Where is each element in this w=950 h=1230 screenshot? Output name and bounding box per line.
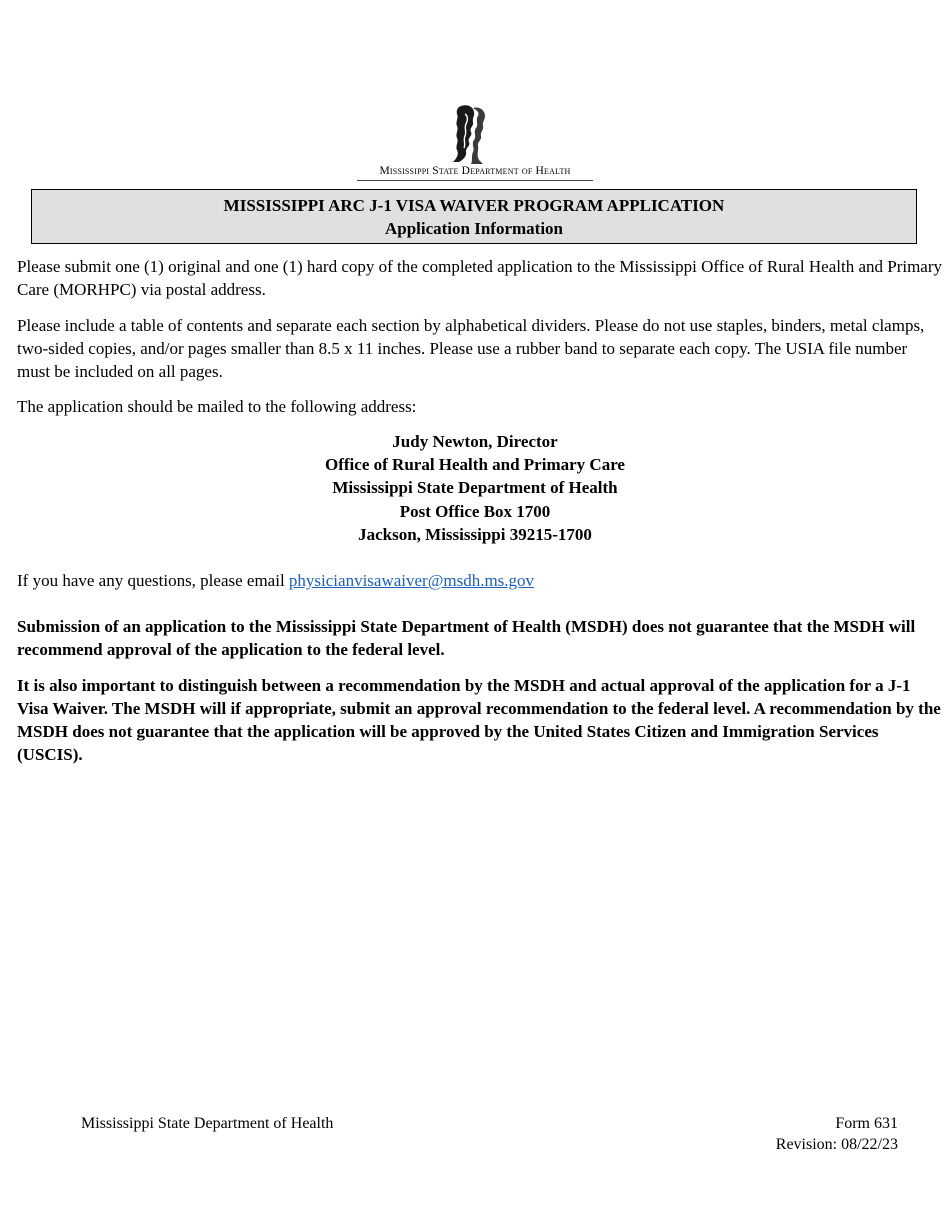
email-link[interactable]: physicianvisawaiver@msdh.ms.gov xyxy=(288,571,535,590)
footer-revision: Revision: 08/22/23 xyxy=(775,1136,898,1153)
logo-org-name: Mississippi State Department of Health xyxy=(379,165,571,177)
footer-form-number: Form 631 xyxy=(835,1115,898,1132)
contact-paragraph xyxy=(17,569,942,592)
address-line-4: Post Office Box 1700 xyxy=(399,501,551,521)
notice-paragraph-2: It is also important to distinguish between a recommendation by the MSDH and actual approval of the application for a J-1 Visa Waiver. The MSDH will if appropriate, submit an approval recommendation to the federal level. A recommendation by the MSDH does not guarantee that the application will be approved by the United States Citizen and Immigration Services (USCIS). xyxy=(17,676,941,764)
logo-divider xyxy=(357,180,593,181)
address-line-5: Jackson, Mississippi 39215-1700 xyxy=(358,524,592,544)
msdh-logo xyxy=(357,104,593,182)
footer-form-info xyxy=(776,1113,898,1155)
intro-paragraph-1: Please submit one (1) original and one (1) hard copy of the completed application to the Mississippi Office of Rural Health and Primary Care (MORHPC) via postal address. xyxy=(17,257,943,299)
address-line-2: Office of Rural Health and Primary Care xyxy=(325,455,625,475)
contact-prefix: If you have any questions, please email xyxy=(17,571,289,590)
page-title: MISSISSIPPI ARC J-1 VISA WAIVER PROGRAM APPLICATION xyxy=(223,196,725,215)
address-line-3: Mississippi State Department of Health xyxy=(332,478,618,498)
footer-org: Mississippi State Department of Health xyxy=(81,1115,334,1132)
mailing-address xyxy=(0,430,950,546)
title-banner xyxy=(31,189,917,244)
address-line-1: Judy Newton, Director xyxy=(392,432,558,451)
intro-paragraph-2: Please include a table of contents and separate each section by alphabetical dividers. Please do not use staples, binders, metal clamps, two-sided copies, and/or pages smaller than 8.5 x 11 inches. Please use a rubber band to separate each copy. The USIA file number must be included on all pages. xyxy=(17,316,925,381)
notice-paragraph-1: Submission of an application to the Mississippi State Department of Health (MSDH) does not guarantee that the MSDH will recommend approval of the application to the federal level. xyxy=(17,617,916,659)
page-subtitle: Application Information xyxy=(384,219,564,238)
msdh-profiles-logo-icon xyxy=(449,104,489,166)
intro-paragraph-3: The application should be mailed to the following address: xyxy=(17,397,417,416)
